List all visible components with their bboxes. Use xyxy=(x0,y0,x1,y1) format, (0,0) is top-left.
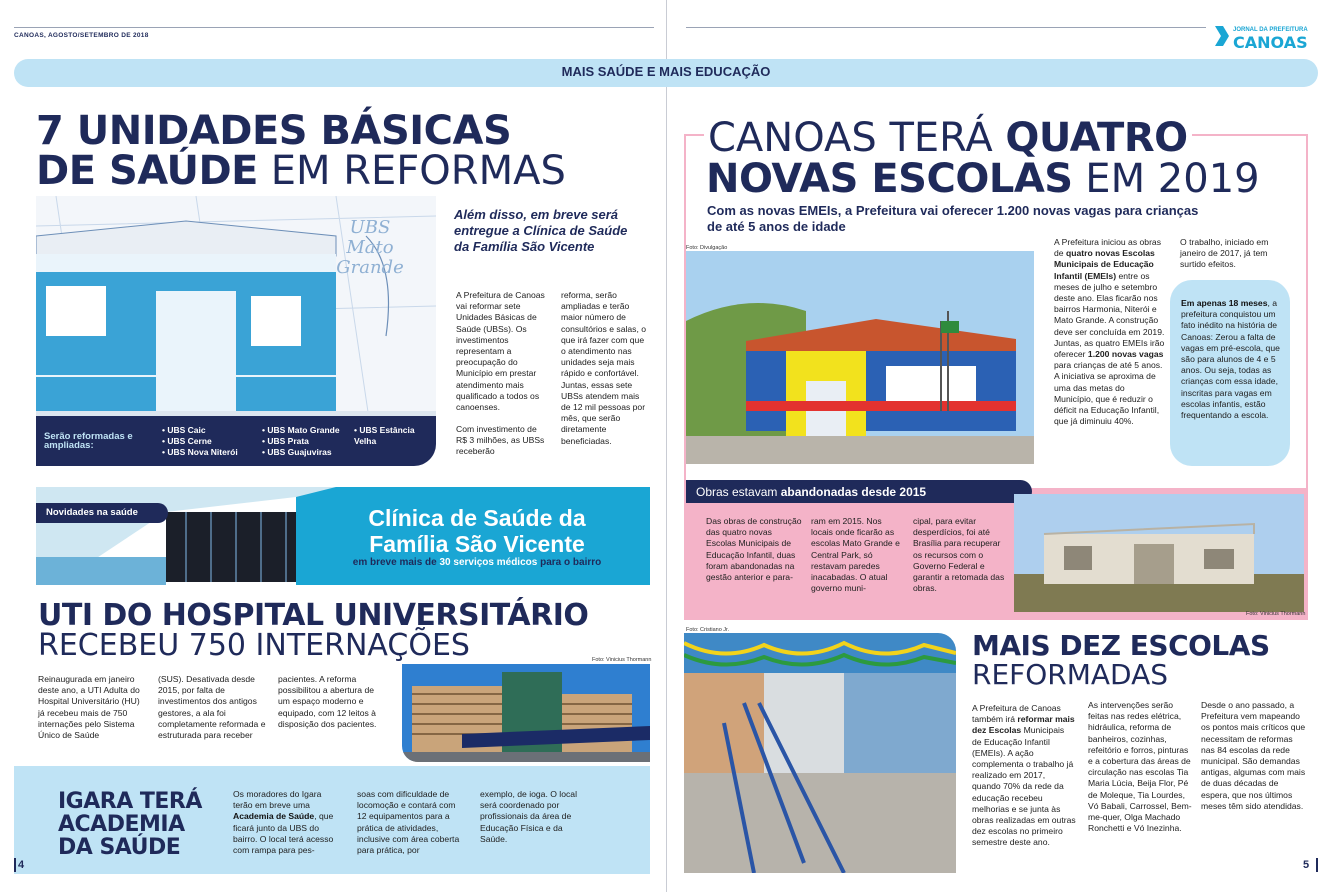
section-banner-text: MAIS SAÚDE E MAIS EDUCAÇÃO xyxy=(561,64,771,79)
dez-photo xyxy=(684,633,956,873)
escolas-text-col1: A Prefeitura iniciou as obras de quatro novas Escolas Municipais de Educação Infantil (EMEIs) entre os meses de julho e setembro deste ano. Elas ficarão nos bairros Harmonia, Niterói e Mato Grande. A construção deve ser concluída em 2019. Juntas, as quatro EMEIs irão oferecer 1.200 novas vagas para crianças de até 5 anos. A iniciativa se aproxima de uma das metas do Município, que é reduzir o déficit na Educação Infantil, que já diminuiu 40%. xyxy=(1054,237,1165,427)
clinica-subtitle: em breve mais de 30 serviços médicos para o bairro xyxy=(352,557,602,568)
dez-title-line2: REFORMADAS xyxy=(972,658,1169,691)
escolas-highlight-text: Em apenas 18 meses, a prefeitura conquistou um fato inédito na história de Canoas: Zerou a falta de vagas em pré-escola, que são para alunos de 4 e 5 anos. Ou seja, todas as crianças com essa idade, inscritas para vagas em escolas infantis, estão frequentando a escola. xyxy=(1181,298,1280,421)
header-rule-left xyxy=(14,27,654,28)
obras-text-col3: cipal, para evitar desperdícios, foi até Brasília para recuperar os recursos com o Governo Federal e garantir a retomada das obras. xyxy=(913,516,1005,594)
dez-text-col1: A Prefeitura de Canoas também irá reformar mais dez Escolas Municipais de Educação Infantil (EMEIs). A ação complementa o trabalho já realizado em 2017, quando 70% da rede da educação recebeu melhorias e se junta às obras realizadas em outras dez escolas no primeiro semestre deste ano. xyxy=(972,703,1076,848)
uti-text-col1: Reinaugurada em janeiro deste ano, a UTI Adulta do Hospital Universitário (HU) já recebeu mais de 750 internações pelo Sistema Único de Saúde xyxy=(38,674,140,741)
escolas-text-col2: O trabalho, iniciado em janeiro de 2017, já tem surtido efeitos. xyxy=(1180,237,1269,270)
list-item: • UBS Prata xyxy=(262,436,309,446)
ubs-title-thin: EM REFORMAS xyxy=(258,148,566,194)
clinica-title xyxy=(312,505,642,557)
ubs-title-line2 xyxy=(36,150,566,192)
ubs-text-col1: A Prefeitura de Canoas vai reformar sete Unidades Básicas de Saúde (UBSs). Os investimentos representam a preocupação do Município em prestar atendimento mais qualificado a todos os canoenses. xyxy=(456,290,545,413)
escolas-subtitle: Com as novas EMEIs, a Prefeitura vai oferecer 1.200 novas vagas para crianças de até 5 anos de idade xyxy=(707,203,1199,234)
ubs-list-col1 xyxy=(162,425,238,458)
clinica-tag: Novidades na saúde xyxy=(46,507,138,518)
igara-title xyxy=(58,790,202,859)
ubs-title-bold: DE SAÚDE xyxy=(36,148,258,194)
obras-photo xyxy=(1014,494,1304,612)
clinica-title-line1: Clínica de Saúde da xyxy=(368,505,586,531)
dez-title-line1: MAIS DEZ ESCOLAS xyxy=(972,629,1270,662)
dez-text-col3: Desde o ano passado, a Prefeitura vem mapeando os pontos mais críticos que necessitam de reformas nas 84 escolas da rede municipal. São demandas antigas, algumas com mais de duas décadas de espera, que nos últimos meses têm sido atendidas. xyxy=(1201,700,1306,811)
list-item: • UBS Nova Niterói xyxy=(162,447,238,457)
escolas-photo xyxy=(686,251,1034,464)
uti-title-line1: UTI DO HOSPITAL UNIVERSITÁRIO xyxy=(38,598,589,633)
uti-photo-credit: Foto: Vinicius Thormann xyxy=(592,657,652,663)
escolas-title-line2 xyxy=(706,158,1260,200)
ubs-title-line1: 7 UNIDADES BÁSICAS xyxy=(36,108,512,154)
dez-photo-credit: Foto: Cristiano Jr. xyxy=(686,627,730,633)
clinica-title-line2: Família São Vicente xyxy=(369,531,585,557)
page-gutter xyxy=(666,0,667,892)
list-item: • UBS Cerne xyxy=(162,436,212,446)
igara-title-line1: IGARA TERÁ xyxy=(58,789,202,814)
ubs-text-col1b: Com investimento de R$ 3 milhões, as UBSs receberão xyxy=(456,424,545,457)
logo-main-text: CANOAS xyxy=(1233,33,1308,52)
igara-text-col2: soas com dificuldade de locomoção e contará com 12 equipamentos para a prática de atividades, inclusive com área coberta para prática, por xyxy=(357,789,460,856)
obras-photo-credit: Foto: Vinicius Thormann xyxy=(1246,611,1306,617)
page-number-right-bar xyxy=(1316,858,1318,872)
header-date: CANOAS, AGOSTO/SETEMBRO DE 2018 xyxy=(14,32,149,39)
escolas-title-thin2: EM 2019 xyxy=(1072,156,1260,202)
uti-photo xyxy=(402,664,650,762)
igara-text-col1: Os moradores do Igara terão em breve uma Academia de Saúde, que ficará junto da UBS do bairro. O local terá acesso com rampa para pes- xyxy=(233,789,334,856)
escolas-photo-credit: Foto: Divulgação xyxy=(686,245,728,251)
uti-title-line2: RECEBEU 750 INTERNAÇÕES xyxy=(38,628,470,663)
escolas-title-line1 xyxy=(704,117,1192,159)
header-rule-right xyxy=(686,27,1206,28)
igara-title-line2: ACADEMIA xyxy=(58,812,185,837)
ubs-list-label: Serão reformadas e ampliadas: xyxy=(44,431,133,451)
igara-title-line3: DA SAÚDE xyxy=(58,835,181,860)
ubs-subtitle: Além disso, em breve será entregue a Clínica de Saúde da Família São Vicente xyxy=(454,207,628,254)
obras-text-col1: Das obras de construção das quatro novas Escolas Municipais de Educação Infantil, duas foram abandonadas na gestão anterior e para- xyxy=(706,516,802,583)
page-number-right: 5 xyxy=(1303,859,1310,871)
dez-text-col2: As intervenções serão feitas nas redes elétrica, hidráulica, reforma de banheiros, cozinhas, refeitório e forros, pinturas e a cobertura das áreas de circulação nas escolas Tia Maria Lúcia, Beija Flor, Pé de Moleque, Tia Lourdes, Vó Babali, Carrossel, Bem-me-quer, Olga Machado Ronchetti e Vó Inezinha. xyxy=(1088,700,1192,834)
list-item: • UBS Mato Grande xyxy=(262,425,340,435)
list-item: • UBS Caic xyxy=(162,425,206,435)
igara-text-col3: exemplo, de ioga. O local será coordenado por profissionais da área de Educação Física e da Saúde. xyxy=(480,789,577,844)
list-item: • UBS Guajuviras xyxy=(262,447,332,457)
obras-heading: Obras estavam abandonadas desde 2015 xyxy=(696,485,927,499)
ubs-text-col2: reforma, serão ampliadas e terão maior número de consultórios e salas, o que irá fazer com que o atendimento nas unidades seja mais rápido e confortável. Juntas, essas sete UBSs atendem mais de 12 mil pessoas por mês, que serão diretamente beneficiadas. xyxy=(561,290,647,446)
ubs-sketch-label: UBS Mato Grande xyxy=(336,217,404,278)
list-item: • UBS Estância Velha xyxy=(354,425,415,446)
escolas-title-bold: QUATRO xyxy=(1005,115,1188,161)
escolas-title-bold2: NOVAS ESCOLAS xyxy=(706,156,1073,202)
ubs-list-col3 xyxy=(354,425,424,447)
uti-text-col2: (SUS). Desativada desde 2015, por falta de investimentos dos antigos gestores, a ala foi completamente reformada e estruturada para receber xyxy=(158,674,266,741)
page-number-left: 4 xyxy=(18,859,25,871)
page-number-left-bar xyxy=(14,858,16,872)
uti-text-col3: pacientes. A reforma possibilitou a abertura de um espaço moderno e equipado, com 12 leitos à disposição dos pacientes. xyxy=(278,674,377,729)
logo xyxy=(1214,25,1230,47)
logo-top-text: JORNAL DA PREFEITURA xyxy=(1233,27,1308,33)
ubs-list-col2 xyxy=(262,425,340,458)
escolas-title-thin: CANOAS TERÁ xyxy=(708,115,1006,161)
obras-text-col2: ram em 2015. Nos locais onde ficarão as escolas Mato Grande e Central Park, só restavam paredes inacabadas. O atual governo muni- xyxy=(811,516,900,594)
logo-chevron-icon xyxy=(1214,25,1230,47)
